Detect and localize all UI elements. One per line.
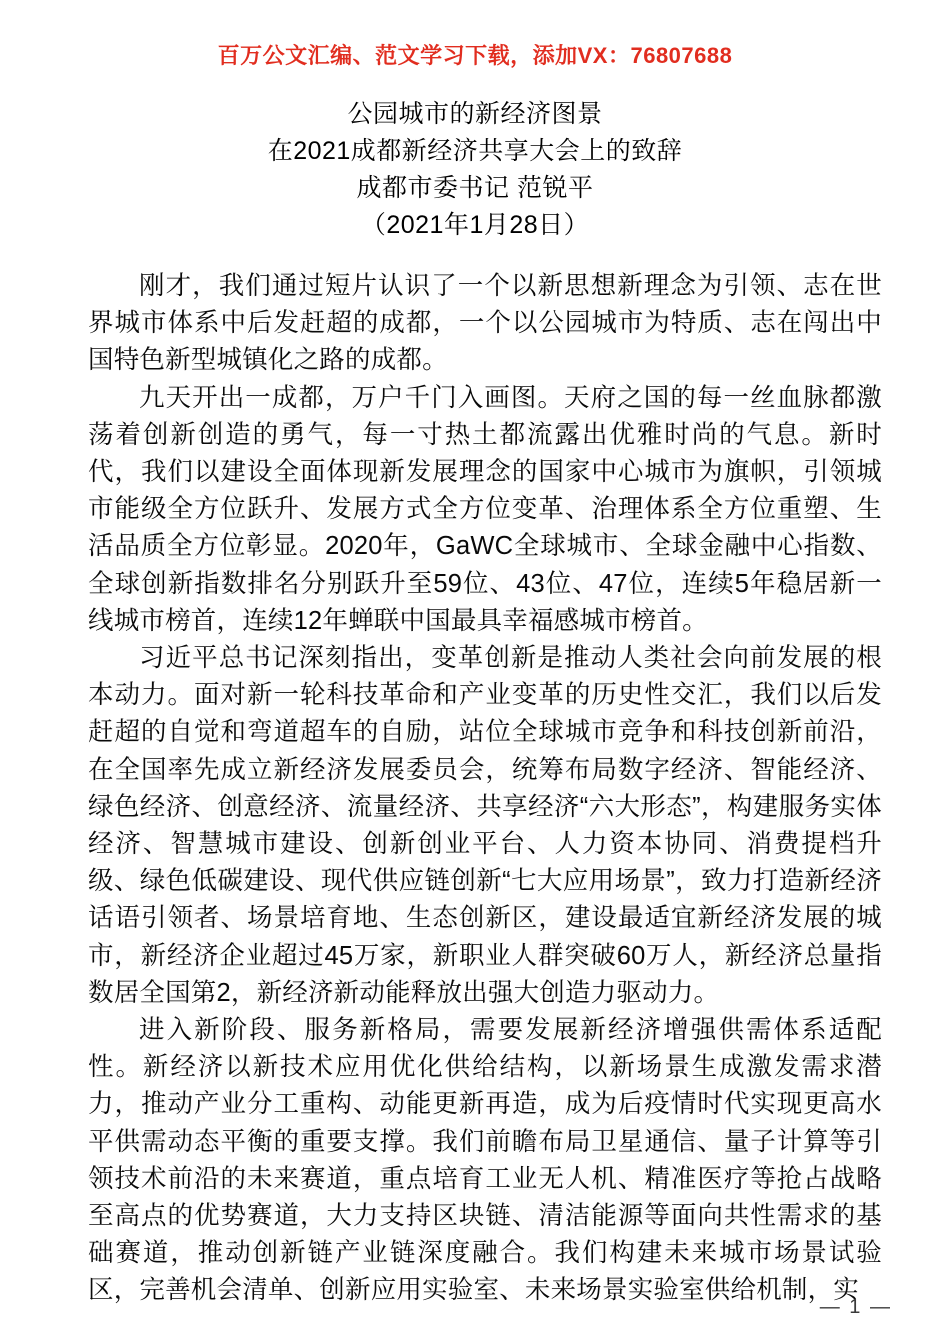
body-paragraph: 进入新阶段、服务新格局，需要发展新经济增强供需体系适配性。新经济以新技术应用优化供给结构，以新场景生成激发需求潜力，推动产业分工重构、动能更新再造，成为后疫情时代实现更高水平供需动态平衡的重要支撑。我们前瞻布局卫星通信、量子计算等引领技术前沿的未来赛道，重点培育工业无人机、精准医疗等抢占战略至高点的优势赛道，大力支持区块链、清洁能源等面向共性需求的基础赛道，推动创新链产业链深度融合。我们构建未来城市场景试验区，完善机会清单、创新应用实验室、未来场景实验室供给机制，实 xyxy=(88,1016,882,1305)
document-title-block xyxy=(0,96,950,244)
body-paragraph: 习近平总书记深刻指出，变革创新是推动人类社会向前发展的根本动力。面对新一轮科技革命和产业变革的历史性交汇，我们以后发赶超的自觉和弯道超车的自励，站位全球城市竞争和科技创新前沿，在全国率先成立新经济发展委员会，统筹布局数字经济、智能经济、绿色经济、创意经济、流量经济、共享经济“六大形态”，构建服务实体经济、智慧城市建设、创新创业平台、人力资本协同、消费提档升级、绿色低碳建设、现代供应链创新“七大应用场景”，致力打造新经济话语引领者、场景培育地、生态创新区，建设最适宜新经济发展的城市，新经济企业超过45万家，新职业人群突破60万人，新经济总量指数居全国第2，新经济新动能释放出强大创造力驱动力。 xyxy=(88,644,882,1007)
body-paragraph: 九天开出一成都，万户千门入画图。天府之国的每一丝血脉都激荡着创新创造的勇气，每一寸热土都流露出优雅时尚的气息。新时代，我们以建设全面体现新发展理念的国家中心城市为旗帜，引领城市能级全方位跃升、发展方式全方位变革、治理体系全方位重塑、生活品质全方位彰显。2020年，GaWC全球城市、全球金融中心指数、全球创新指数排名分别跃升至59位、43位、47位，连续5年稳居新一线城市榜首，连续12年蝉联中国最具幸福感城市榜首。 xyxy=(88,383,882,635)
document-title-main: 公园城市的新经济图景 xyxy=(347,100,603,128)
document-author-line: 成都市委书记 范锐平 xyxy=(356,174,594,202)
promo-banner-text: 百万公文汇编、范文学习下载，添加VX：76807688 xyxy=(217,43,733,68)
page-number: — 1 — xyxy=(819,1296,892,1318)
document-date-line: （2021年1月28日） xyxy=(360,211,590,239)
page-footer xyxy=(0,1296,950,1319)
body-paragraph: 刚才，我们通过短片认识了一个以新思想新理念为引领、志在世界城市体系中后发赶超的成都，一个以公园城市为特质、志在闯出中国特色新型城镇化之路的成都。 xyxy=(88,272,882,375)
document-title-subtitle: 在2021成都新经济共享大会上的致辞 xyxy=(267,137,683,165)
document-body xyxy=(88,268,882,1310)
